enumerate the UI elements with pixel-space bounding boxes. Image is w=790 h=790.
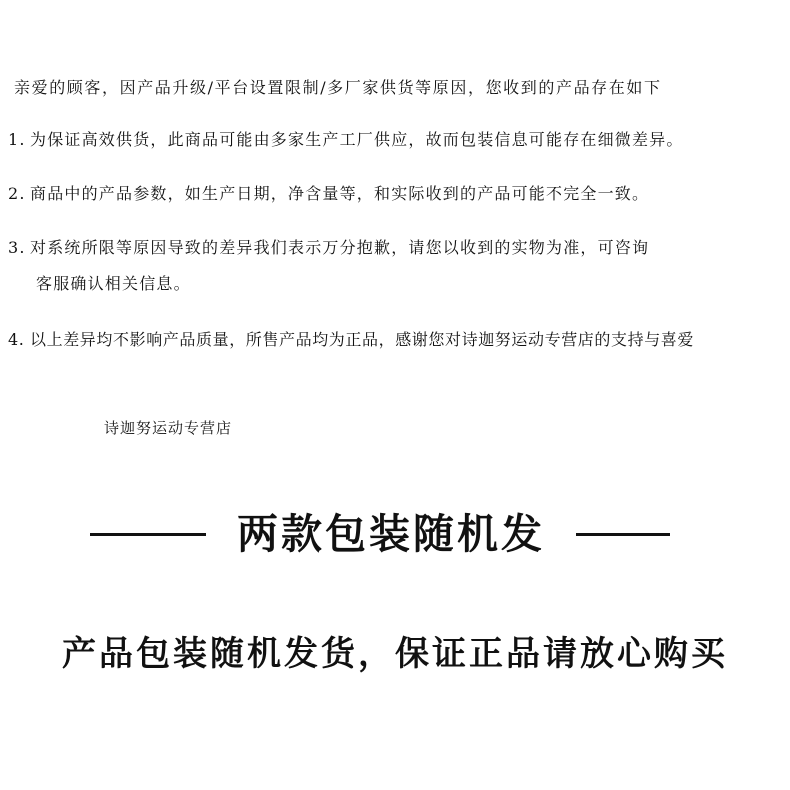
banner-title: 两款包装随机发 [237, 510, 545, 558]
item-text: 以上差异均不影响产品质量，所售产品均为正品，感谢您对诗迦努运动专营店的支持与喜爱 [30, 330, 695, 349]
item-number: 3. [8, 238, 26, 257]
item-number: 1. [8, 130, 26, 149]
tagline: 产品包装随机发货，保证正品请放心购买 [62, 634, 728, 674]
notice-intro: 亲爱的顾客，因产品升级/平台设置限制/多厂家供货等原因，您收到的产品存在如下 [14, 78, 662, 97]
notice-item-1 [8, 130, 684, 150]
notice-item-4 [8, 330, 694, 350]
notice-item-3-continuation: 客服确认相关信息。 [36, 274, 191, 293]
item-number: 4. [8, 330, 25, 349]
item-text: 商品中的产品参数，如生产日期，净含量等，和实际收到的产品可能不完全一致。 [30, 184, 650, 203]
packaging-banner [0, 508, 790, 560]
notice-item-2 [8, 184, 649, 204]
banner-dash-left [90, 533, 206, 536]
item-text: 对系统所限等原因导致的差异我们表示万分抱歉，请您以收到的实物为准，可咨询 [30, 238, 650, 257]
notice-item-3 [8, 238, 649, 258]
store-name: 诗迦努运动专营店 [104, 419, 233, 437]
banner-dash-right [576, 533, 670, 536]
item-number: 2. [8, 184, 26, 203]
item-text: 为保证高效供货，此商品可能由多家生产工厂供应，故而包装信息可能存在细微差异。 [30, 130, 684, 149]
